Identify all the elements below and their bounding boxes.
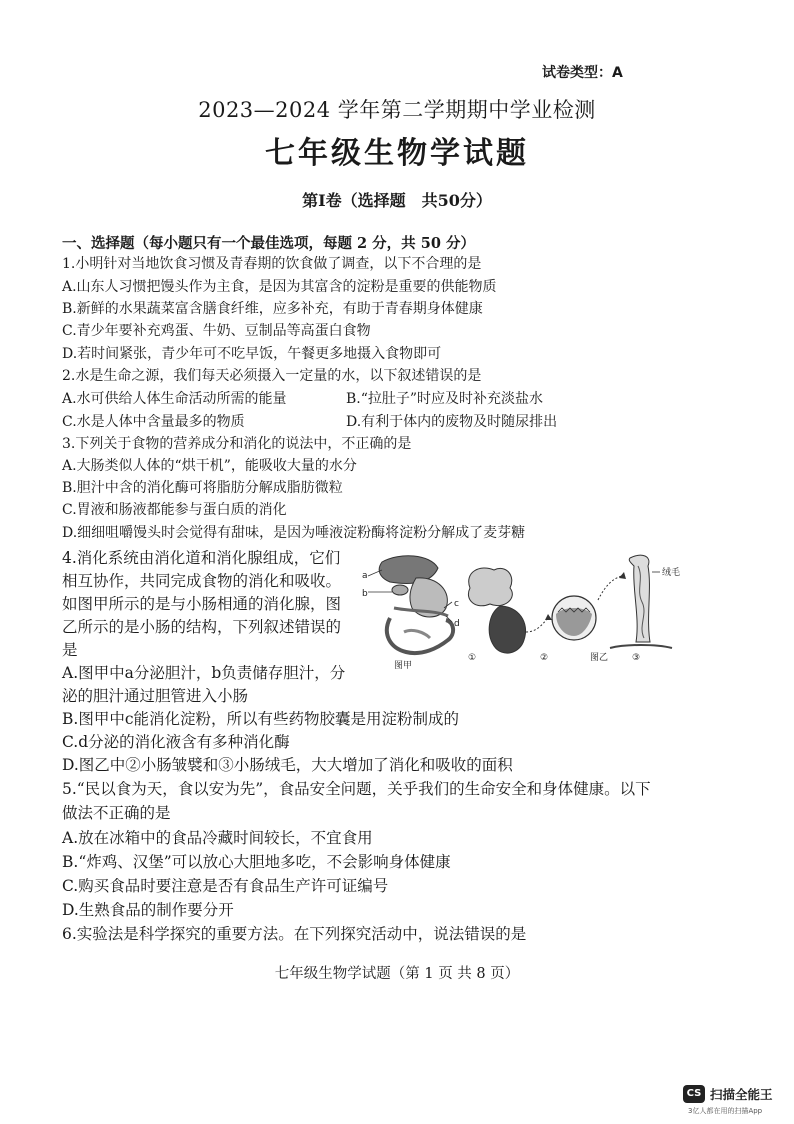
q4-stem-line-4: 乙所示的是小肠的结构，下列叙述错误的	[62, 618, 342, 636]
figure-yi-fold-section	[552, 596, 596, 640]
figure-circle-1: ①	[468, 653, 477, 663]
q1-option-b: B.新鲜的水果蔬菜富含膳食纤维，应多补充，有助于青春期身体健康	[62, 301, 483, 317]
figure-yi-intestine	[468, 568, 525, 653]
digestive-system-figure	[360, 548, 778, 673]
q3-stem: 3.下列关于食物的营养成分和消化的说法中，不正确的是	[62, 436, 412, 452]
q5-option-c: C.购买食品时要注意是否有食品生产许可证编号	[62, 877, 389, 895]
volume-heading: 第Ⅰ卷（选择题 共50分）	[302, 191, 492, 210]
q2-stem: 2.水是生命之源，我们每天必须摄入一定量的水，以下叙述错误的是	[62, 368, 482, 384]
camscanner-slogan: 3亿人都在用的扫描App	[688, 1107, 763, 1115]
q4-stem-line-5: 是	[62, 641, 78, 659]
q5-option-b: B.“炸鸡、汉堡”可以放心大胆地多吃，不会影响身体健康	[62, 853, 451, 871]
camscanner-brand: 扫描全能王	[710, 1087, 773, 1102]
section-heading: 一、选择题（每小题只有一个最佳选项，每题 2 分，共 50 分）	[62, 235, 475, 252]
q5-stem-line-2: 做法不正确的是	[62, 804, 171, 822]
q4-option-d: D.图乙中②小肠皱襞和③小肠绒毛，大大增加了消化和吸收的面积	[62, 756, 513, 774]
figure-circle-2: ②	[540, 653, 549, 663]
q4-option-c: C.d分泌的消化液含有多种消化酶	[62, 733, 290, 751]
q2-option-a: A.水可供给人体生命活动所需的能量	[62, 391, 287, 407]
q5-stem-line-1: 5.“民以食为天，食以安为先”，食品安全问题，关乎我们的生命安全和身体健康。以下	[62, 780, 651, 798]
q3-option-d: D.细细咀嚼馒头时会觉得有甜味，是因为唾液淀粉酶将淀粉分解成了麦芽糖	[62, 525, 526, 541]
camscanner-logo-icon: CS	[683, 1085, 705, 1103]
q4-stem-line-2: 相互协作，共同完成食物的消化和吸收。	[62, 572, 342, 590]
figure-label-b: b	[362, 589, 368, 599]
q4-stem-line-1: 4.消化系统由消化道和消化腺组成，它们	[62, 549, 341, 567]
q4-option-b: B.图甲中c能消化淀粉，所以有些药物胶囊是用淀粉制成的	[62, 710, 460, 728]
q1-stem: 1.小明针对当地饮食习惯及青春期的饮食做了调查，以下不合理的是	[62, 256, 482, 272]
figure-label-a: a	[362, 571, 368, 581]
figure-villi-label: 绒毛	[662, 568, 681, 578]
q5-option-a: A.放在冰箱中的食品冷藏时间较长，不宜食用	[62, 829, 373, 847]
q2-option-b: B.“拉肚子”时应及时补充淡盐水	[346, 391, 544, 407]
figure-circle-3: ③	[632, 653, 641, 663]
q3-option-c: C.胃液和肠液都能参与蛋白质的消化	[62, 502, 287, 518]
figure-label-c: c	[454, 599, 459, 609]
figure-jia-organs	[379, 556, 453, 653]
paper-type: 试卷类型：A	[542, 65, 623, 81]
q6-stem: 6.实验法是科学探究的重要方法。在下列探究活动中，说法错误的是	[62, 925, 527, 943]
q4-option-a-line-2: 泌的胆汁通过胆管进入小肠	[62, 687, 249, 705]
q2-option-c: C.水是人体中含量最多的物质	[62, 414, 245, 430]
figure-label-d: d	[454, 619, 460, 629]
exam-title: 七年级生物学试题	[265, 136, 529, 171]
q5-option-d: D.生熟食品的制作要分开	[62, 901, 234, 919]
q3-option-a: A.大肠类似人体的“烘干机”，能吸收大量的水分	[62, 458, 357, 474]
exam-year-line: 2023—2024 学年第二学期期中学业检测	[198, 98, 596, 122]
q4-stem-line-3: 如图甲所示的是与小肠相通的消化腺，图	[62, 595, 342, 613]
q1-option-a: A.山东人习惯把馒头作为主食，是因为其富含的淀粉是重要的供能物质	[62, 279, 497, 295]
q1-option-c: C.青少年要补充鸡蛋、牛奶、豆制品等高蛋白食物	[62, 323, 371, 339]
q1-option-d: D.若时间紧张，青少年可不吃早饭，午餐更多地摄入食物即可	[62, 346, 442, 362]
q2-option-d: D.有利于体内的废物及时随尿排出	[346, 414, 558, 430]
page-footer: 七年级生物学试题（第 1 页 共 8 页）	[274, 966, 520, 982]
q4-option-a-line-1: A.图甲中a分泌胆汁，b负责储存胆汁，分	[62, 664, 346, 682]
figure-caption-jia: 图甲	[394, 661, 413, 671]
figure-caption-yi: 图乙	[590, 653, 609, 663]
q3-option-b: B.胆汁中含的消化酶可将脂肪分解成脂肪微粒	[62, 480, 343, 496]
